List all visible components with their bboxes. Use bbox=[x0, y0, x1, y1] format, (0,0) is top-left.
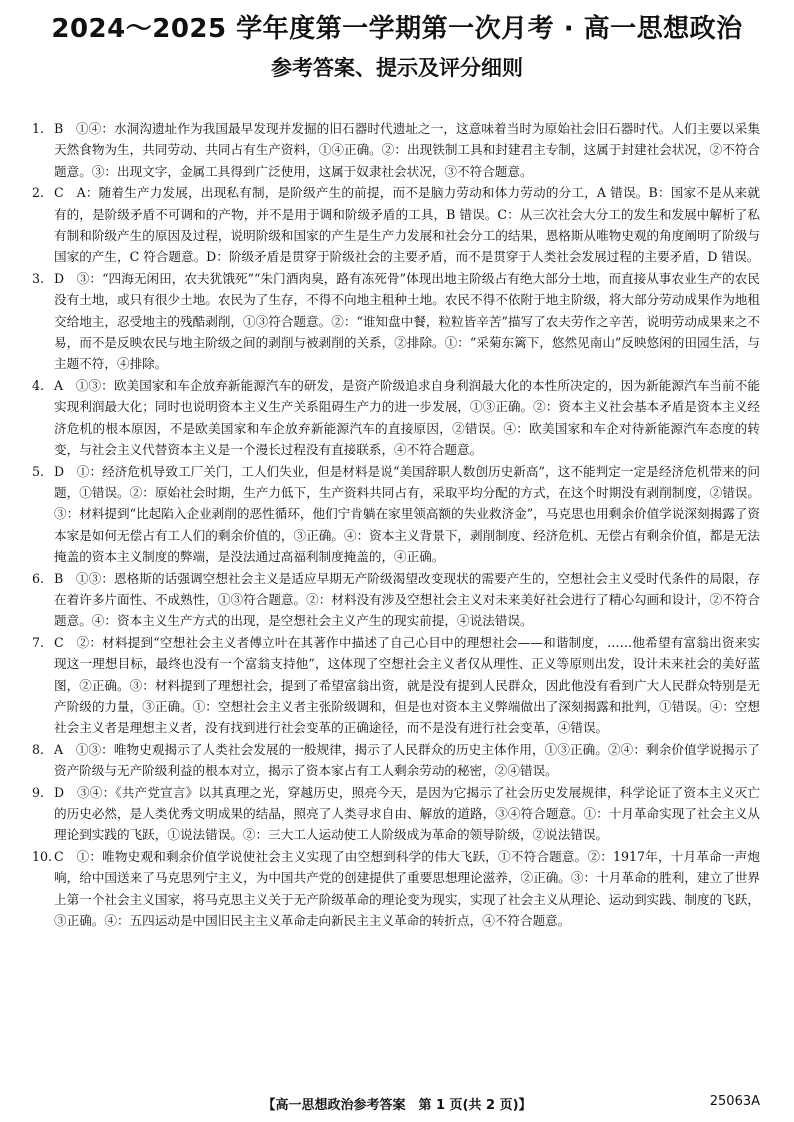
answer-number: 3. bbox=[32, 270, 45, 286]
page-title: 2024～2025 学年度第一学期第一次月考 · 高一思想政治 bbox=[51, 14, 743, 44]
answer-item-1 bbox=[32, 118, 760, 182]
answer-text: B ①③：恩格斯的话强调空想社会主义是适应早期无产阶级渴望改变现状的需要产生的，空想社会主义受时代条件的局限，存在着许多片面性、不成熟性，①③符合题意。②：材料没有涉及空想社会主义对未来美好社会进行了精心勾画和设计，②不符合题意。④：资本主义生产方式的出现，是空想社会主义产生的现实前提，④说法错误。 bbox=[54, 570, 760, 629]
answer-number: 6. bbox=[32, 570, 45, 586]
answer-list bbox=[32, 118, 760, 931]
answer-text: A ①③：欧美国家和车企放弃新能源汽车的研发，是资产阶级追求自身利润最大化的本性所决定的，因为新能源汽车当前不能实现利润最大化；同时也说明资本主义生产关系阻碍生产力的进一步发展，①③正确。②：资本主义社会基本矛盾是资本主义经济危机的根本原因，不是欧美国家和车企放弃新能源汽车的直接原因，②错误。④：欧美国家和车企对待新能源汽车态度的转变，与社会主义代替资本主义是一个漫长过程没有直接联系，④不符合题意。 bbox=[54, 377, 760, 458]
answer-item-6 bbox=[32, 568, 760, 632]
answer-text: C ②：材料提到“空想社会主义者傅立叶在其著作中描述了自己心目中的理想社会——和谐制度，……他希望有富翁出资来实现这一理想目标，最终也没有一个富翁支持他”，这体现了空想社会主义者仅从理性、正义等原则出发，设计未来社会的美好蓝图，②正确。③：材料提到了理想社会，提到了希望富翁出资，就是没有提到人民群众，因此他没有看到广大人民群众特别是无产阶级的力量，③正确。①：空想社会主义者主张阶级调和，但是也对资本主义弊端做出了深刻揭露和批判，①错误。④：空想社会主义者是理想主义者，没有找到进行社会变革的正确途径，而不是没有进行社会变革，④错误。 bbox=[54, 634, 760, 736]
page-footer bbox=[0, 1094, 794, 1116]
answer-number: 5. bbox=[32, 463, 45, 479]
answer-text: D ③：“四海无闲田，农夫犹饿死”“朱门酒肉臭，路有冻死骨”体现出地主阶级占有绝大部分土地，而直接从事农业生产的农民没有土地，或只有很少土地。农民为了生存，不得不向地主租种土地。农民不得不依附于地主阶级，将大部分劳动成果作为地租交给地主，忍受地主的残酷剥削，①③符合题意。②：“谁知盘中餐，粒粒皆辛苦”描写了农夫劳作之辛苦，说明劳动成果来之不易，而不是反映农民与地主阶级之间的剥削与被剥削的关系，②排除。①：“采菊东篱下，悠然见南山”反映悠闲的田园生活，与主题不符，④排除。 bbox=[54, 270, 760, 372]
answer-number: 7. bbox=[32, 634, 45, 650]
answer-text: B ①④：水洞沟遗址作为我国最早发现并发掘的旧石器时代遗址之一，这意味着当时为原始社会旧石器时代。人们主要以采集天然食物为生，共同劳动、共同占有生产资料，①④正确。②：出现铁制工具和封建君主专制，这属于封建社会状况，②不符合题意。③：出现文字，金属工具得到广泛使用，这属于奴隶社会状况，③不符合题意。 bbox=[54, 121, 760, 179]
footer-page-label: 【高一思想政治参考答案 第 1 页(共 2 页)】 bbox=[262, 1098, 532, 1113]
answer-item-3 bbox=[32, 268, 760, 375]
answer-number: 1. bbox=[32, 121, 45, 136]
answer-number: 10. bbox=[32, 848, 53, 864]
answer-number: 4. bbox=[32, 377, 45, 393]
answer-text: D ①：经济危机导致工厂关门，工人们失业，但是材料是说“美国辞职人数创历史新高”，这不能判定一定是经济危机带来的问题，①错误。②：原始社会时期，生产力低下，生产资料共同占有，采取平均分配的方式，在这个时期没有剥削制度，②错误。③：材料提到“比起陷入企业剥削的恶性循环，他们宁肯躺在家里领高额的失业救济金”，马克思也用剩余价值学说深刻揭露了资本家是如何无偿占有工人们的剩余价值的，③正确。④：资本主义背景下，剥削制度、经济危机、无偿占有剩余价值，都是无法掩盖的资本主义制度的弊端，是没法通过高福利制度掩盖的，④正确。 bbox=[54, 463, 760, 565]
page-subtitle: 参考答案、提示及评分细则 bbox=[271, 56, 523, 80]
answer-item-9 bbox=[32, 782, 760, 846]
answer-item-2 bbox=[32, 182, 760, 268]
answer-text: C A：随着生产力发展，出现私有制，是阶级产生的前提，而不是脑力劳动和体力劳动的分工，A 错误。B：国家不是从来就有的，是阶级矛盾不可调和的产物，并不是用于调和阶级矛盾的工具，B 错误。C：从三次社会大分工的发生和发展中解析了私有制和阶级产生的原因及过程，说明阶级和国家的产生是生产力发展和社会分工的结果，恩格斯从唯物史观的角度阐明了阶级与国家的产生，C 符合题意。D：阶级矛盾是贯穿于阶级社会的主要矛盾，而不是贯穿于人类社会发展过程的主要矛盾，D 错误。 bbox=[54, 185, 760, 265]
answer-number: 2. bbox=[32, 185, 45, 201]
answer-text: C ①：唯物史观和剩余价值学说使社会主义实现了由空想到科学的伟大飞跃，①不符合题意。②：1917年，十月革命一声炮响，给中国送来了马克思列宁主义，为中国共产党的创建提供了重要思想理论滋养，②正确。③：十月革命的胜利，建立了世界上第一个社会主义国家，将马克思主义关于无产阶级革命的理论变为现实，实现了社会主义从理论、运动到实践、制度的飞跃，③正确。④：五四运动是中国旧民主主义革命走向新民主主义革命的转折点，④不符合题意。 bbox=[54, 848, 760, 929]
document-code: 25063A bbox=[709, 1094, 760, 1109]
answer-item-10 bbox=[32, 846, 760, 932]
answer-text: A ①③：唯物史观揭示了人类社会发展的一般规律，揭示了人民群众的历史主体作用，①③正确。②④：剩余价值学说揭示了资产阶级与无产阶级利益的根本对立，揭示了资本家占有工人剩余劳动的秘密，②④错误。 bbox=[54, 741, 760, 779]
answer-number: 8. bbox=[32, 741, 45, 757]
answer-item-8 bbox=[32, 739, 760, 782]
answer-item-7 bbox=[32, 632, 760, 739]
answer-item-5 bbox=[32, 461, 760, 568]
answer-number: 9. bbox=[32, 784, 45, 800]
answer-item-4 bbox=[32, 375, 760, 461]
answer-text: D ③④：《共产党宣言》以其真理之光，穿越历史，照亮今天，是因为它揭示了社会历史发展规律，科学论证了资本主义灭亡的历史必然，是人类优秀文明成果的结晶，照亮了人类寻求自由、解放的道路，③④符合题意。①：十月革命实现了社会主义从理论到实践的飞跃，①说法错误。②：三大工人运动使工人阶级成为革命的领导阶级，②说法错误。 bbox=[54, 784, 760, 843]
